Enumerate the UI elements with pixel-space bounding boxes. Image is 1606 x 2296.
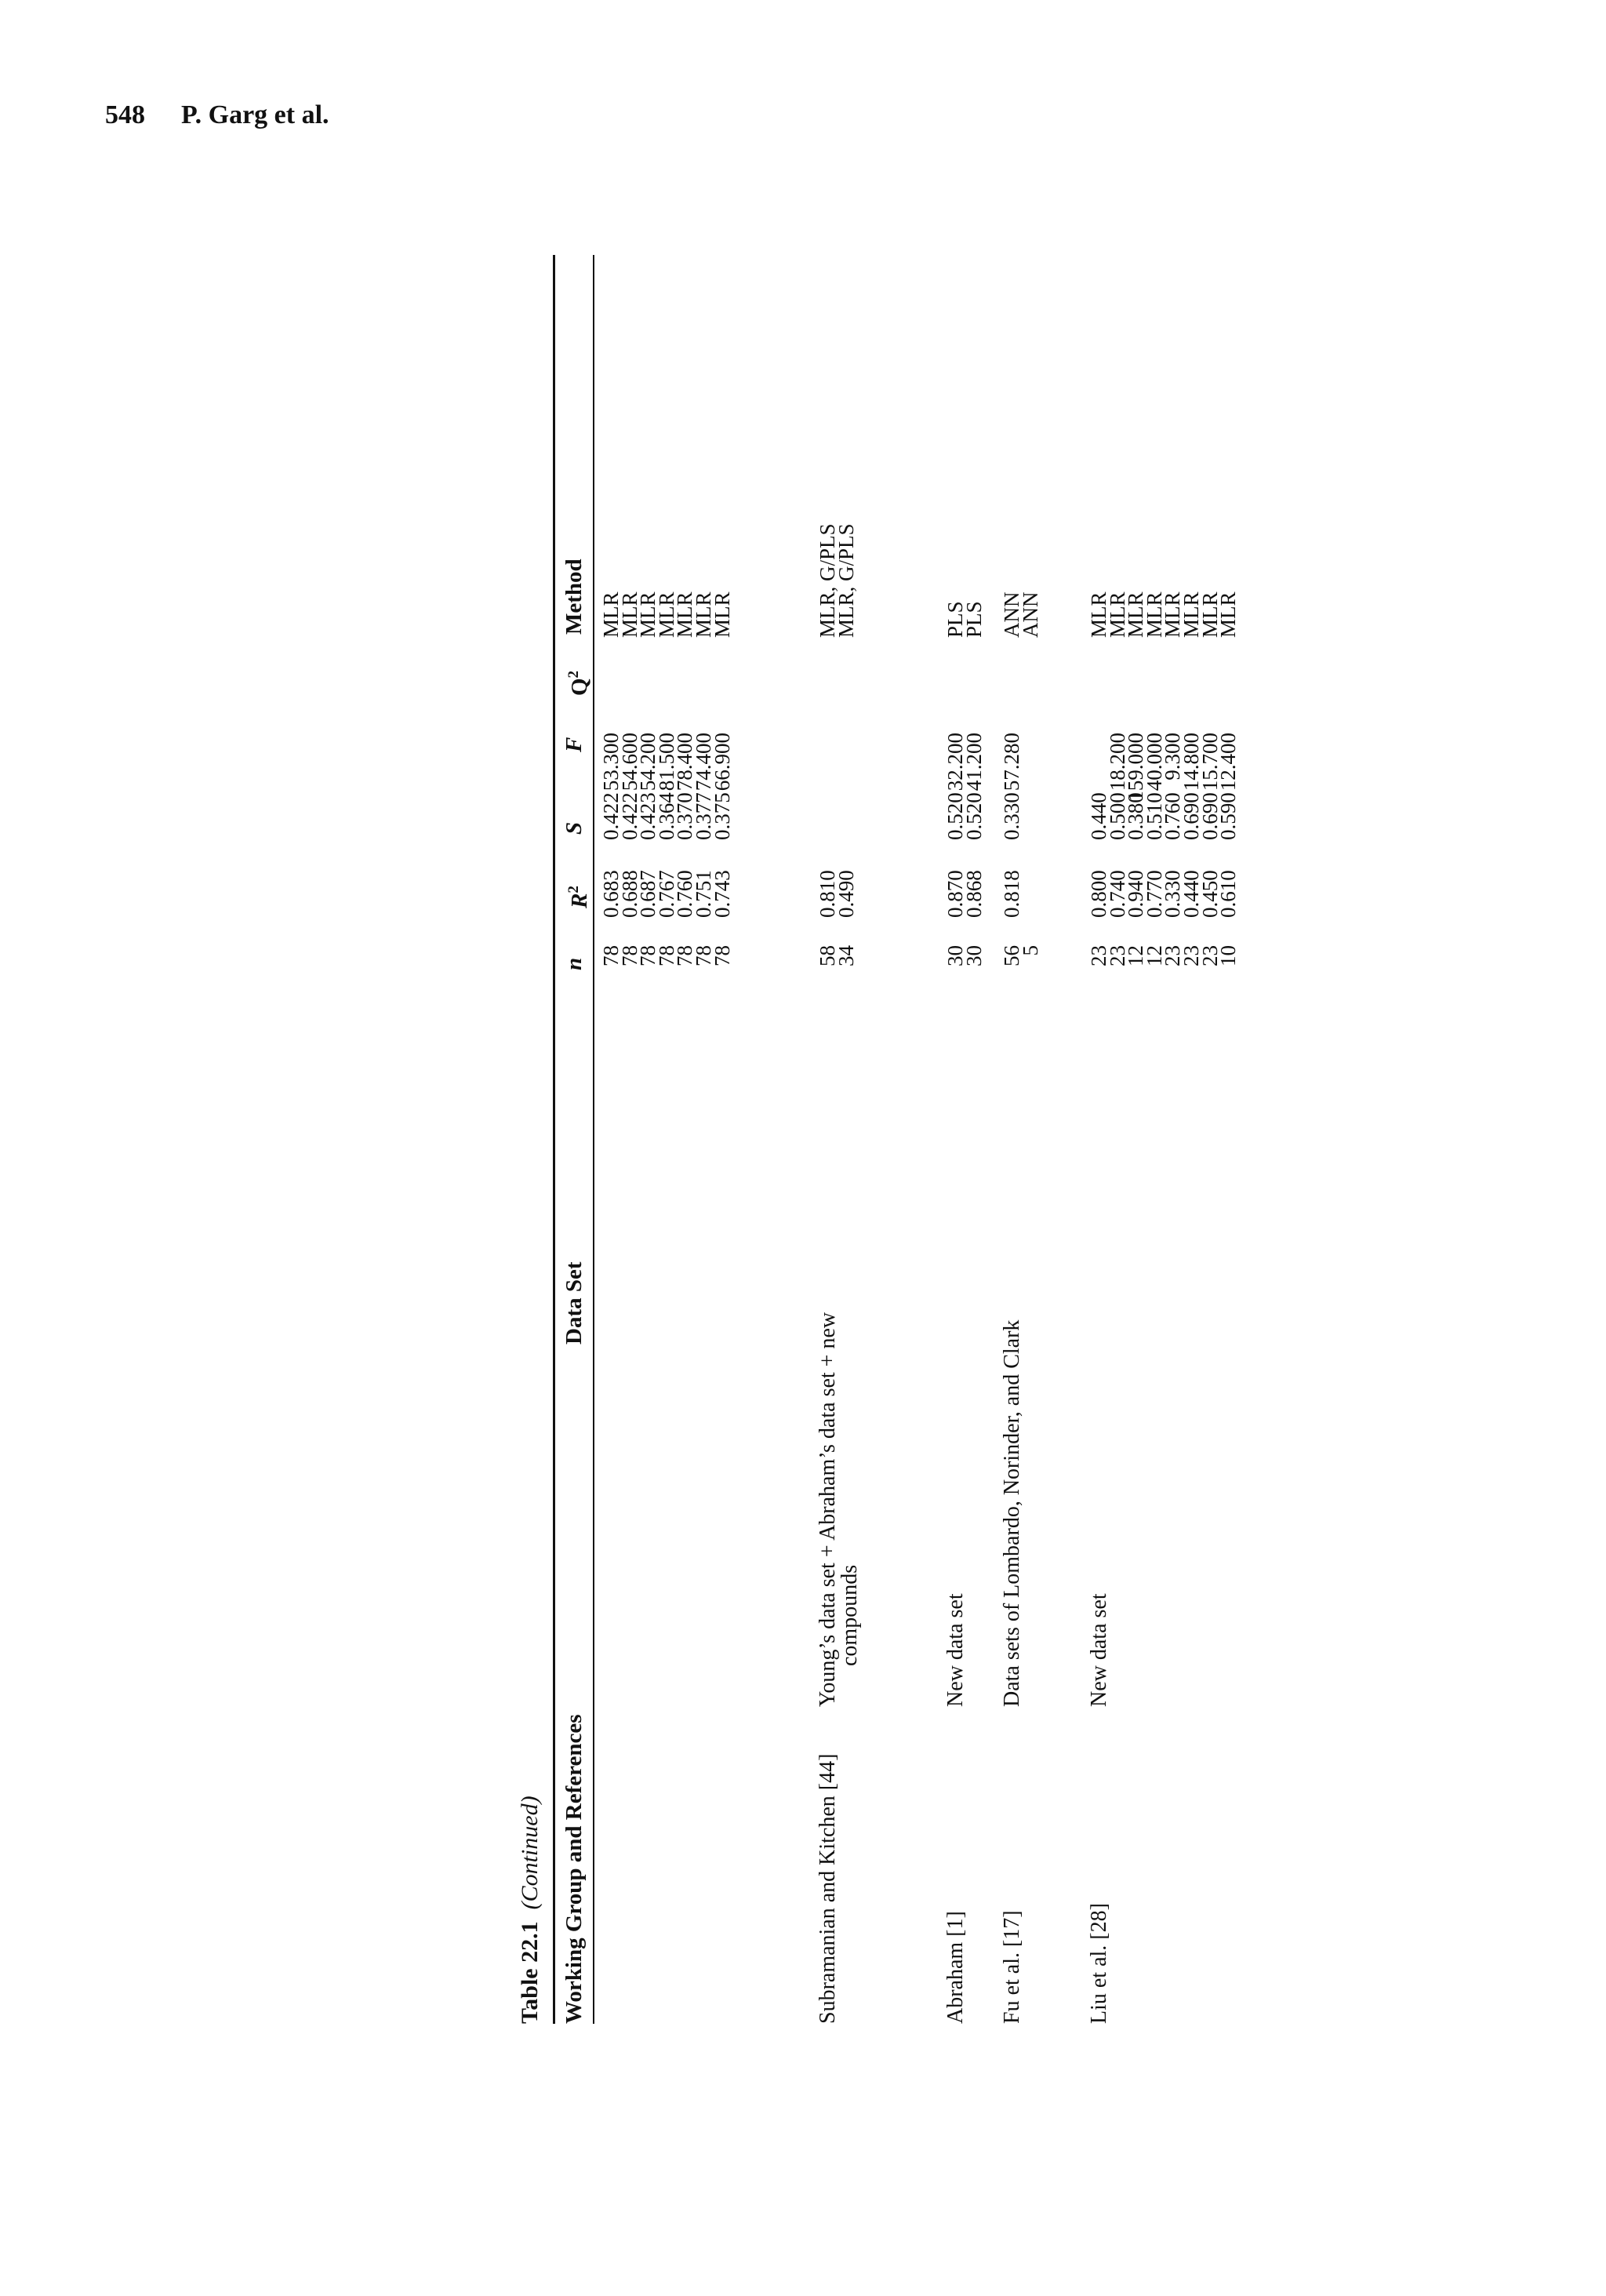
cell-n: 23 23 12 12 23 23 23 10: [1087, 945, 1241, 966]
cell-s: 0.520 0.520: [943, 792, 986, 840]
cell-dataset: [817, 1312, 861, 1707]
cell-n: 78 78 78 78 78 78 78: [599, 945, 734, 966]
header-r2-sup: 2: [565, 886, 582, 893]
cell-f: 32.200 41.200: [943, 733, 986, 791]
table-header-rule: [593, 255, 594, 2024]
table-label: Table 22.1: [517, 1921, 543, 2024]
running-head: [105, 100, 329, 130]
cell-group: Fu et al. [17]: [1000, 1910, 1024, 2024]
cell-s: 0.422 0.422 0.423 0.364 0.370 0.377 0.375: [599, 792, 734, 840]
table-top-rule: [553, 255, 555, 2024]
header-q2: [558, 671, 595, 696]
cell-dataset: [1001, 1320, 1023, 1707]
cell-f: 18.200 159.000 40.000 9.300 14.800 15.700 12.400: [1105, 733, 1241, 802]
cell-method: ANN ANN: [1000, 591, 1042, 638]
header-method: Method: [561, 559, 587, 635]
header-group: Working Group and References: [561, 1714, 587, 2024]
cell-method: MLR, G/PLS MLR, G/PLS: [816, 523, 858, 638]
header-s: S: [561, 821, 587, 835]
cell-method: PLS PLS: [943, 601, 986, 638]
table-caption: [516, 1796, 544, 2024]
cell-r2: 0.683 0.688 0.687 0.767 0.760 0.751 0.743: [599, 870, 734, 918]
cell-dataset: [1088, 1593, 1110, 1707]
cell-method: MLR MLR MLR MLR MLR MLR MLR MLR: [1087, 591, 1241, 638]
cell-group: Liu et al. [28]: [1087, 1903, 1111, 2024]
cell-r2: 0.818: [1000, 870, 1023, 918]
cell-n: 58 34: [816, 945, 858, 966]
cell-group: Abraham [1]: [943, 1911, 968, 2024]
cell-r2: 0.800 0.740 0.940 0.770 0.330 0.440 0.450 0.610: [1087, 870, 1241, 918]
header-r2-base: R: [567, 893, 592, 908]
header-n: n: [561, 957, 587, 970]
cell-method: MLR MLR MLR MLR MLR MLR MLR: [599, 591, 734, 638]
cell-f: 53.300 54.600 54.200 81.500 78.400 74.400 66.900: [599, 733, 734, 791]
header-q2-base: Q: [567, 678, 592, 696]
cell-group: Subramanian and Kitchen [44]: [816, 1753, 840, 2024]
cell-f: 57.280: [1000, 733, 1023, 791]
cell-dataset: [945, 1593, 967, 1707]
dataset-line: New data set: [943, 1593, 968, 1707]
header-f: F: [561, 737, 587, 752]
header-dataset: Data Set: [561, 1261, 587, 1344]
running-head-authors: P. Garg et al.: [181, 100, 329, 129]
dataset-line: Young’s data set + Abraham’s data set + new: [816, 1312, 840, 1707]
rotated-table: [516, 255, 1241, 2024]
dataset-line: New data set: [1087, 1593, 1111, 1707]
page-number: 548: [105, 100, 145, 129]
table-continued: (Continued): [517, 1796, 543, 1910]
cell-r2: 0.810 0.490: [816, 870, 858, 918]
cell-r2: 0.870 0.868: [943, 870, 986, 918]
header-r2: [558, 886, 595, 908]
cell-s: 0.440 0.500 0.380 0.510 0.760 0.690 0.690 0.590: [1087, 792, 1241, 840]
cell-n: 30 30: [943, 945, 986, 966]
cell-s: 0.330: [1000, 792, 1023, 840]
header-q2-sup: 2: [565, 670, 582, 679]
dataset-line: Data sets of Lombardo, Norinder, and Clark: [1000, 1319, 1024, 1707]
cell-n: 56 5: [1000, 945, 1042, 966]
dataset-line-cont: compounds: [838, 1564, 862, 1666]
